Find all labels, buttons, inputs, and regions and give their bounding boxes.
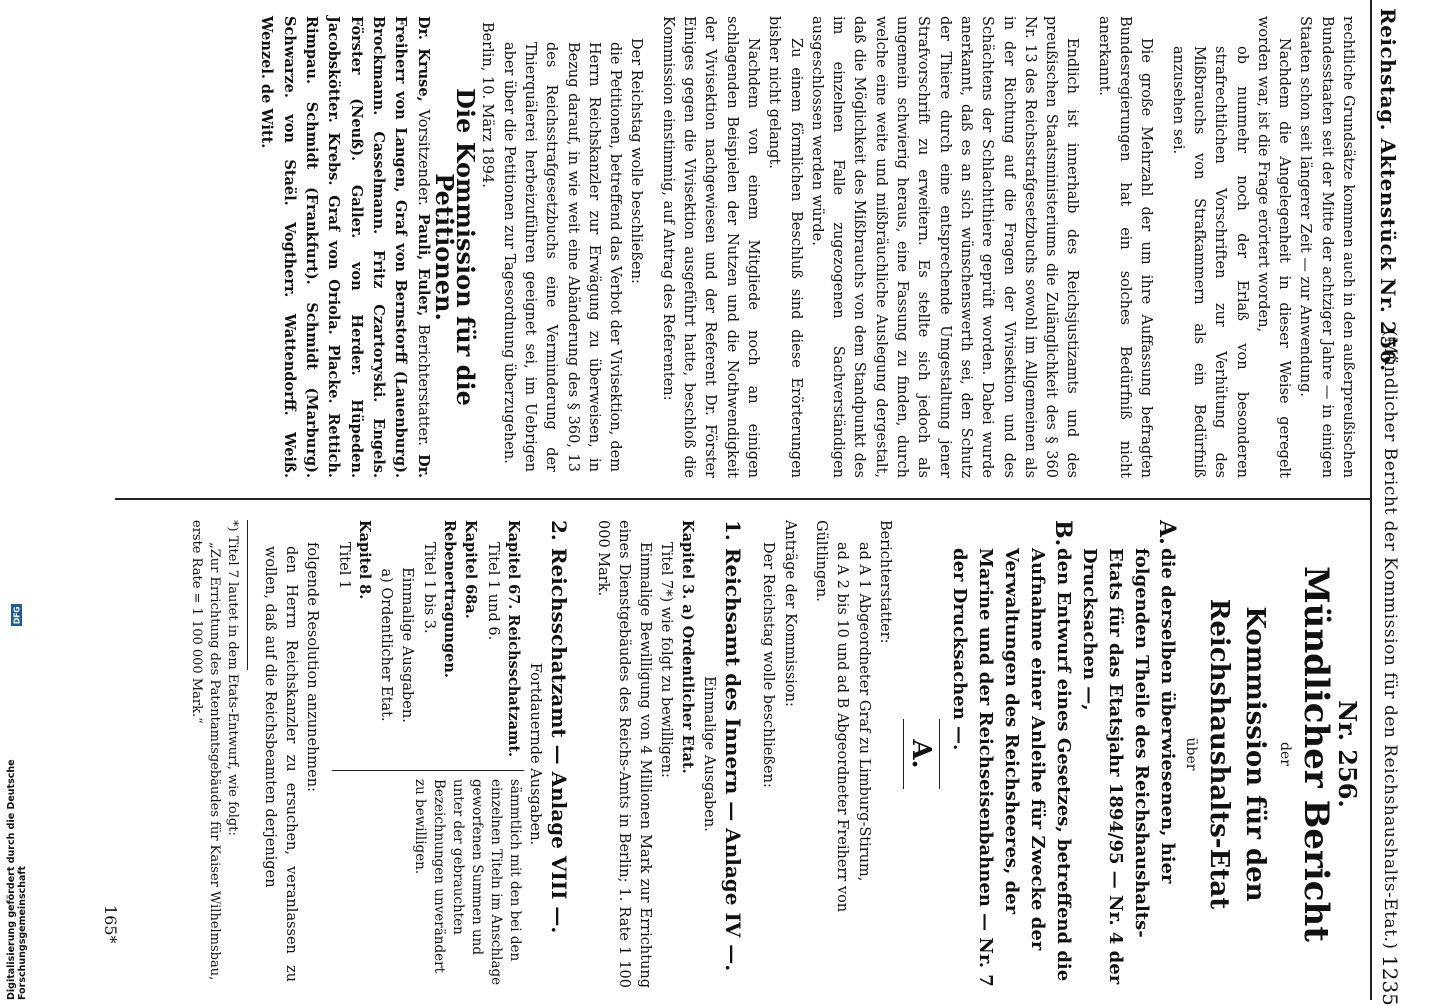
item-a bbox=[1076, 520, 1180, 988]
kapitel-67-titel: Titel 1 und 6. bbox=[484, 542, 501, 641]
left-paragraph: Zu einem förmlichen Beschluß sind diese Erörterungen bisher nicht gelangt. bbox=[766, 16, 804, 478]
commission-title: Die Kommission für die Petitionen. bbox=[429, 88, 481, 406]
section-1-text: Einmalige Bewilligung von 4 Millionen Mark zur Errichtung eines Dienstgebäudes des Reichs-Amts in Berlin; 1. Rate 1 100 000 Mark. bbox=[594, 520, 654, 988]
left-paragraph: Nachdem von einem Mitgliede noch an einigen schlagenden Beispielen der Nutzen und die Nothwendigkeit der Vivisektion nachgewiesen und der Referent Dr. Förster Einiges gegen die Vivisektion ausgeführt hatte, beschloß die Kommission einstimmig, auf Antrag des Referenten: bbox=[659, 16, 761, 478]
document-number: Nr. 256. bbox=[1333, 700, 1362, 808]
header-middle: (Mündlicher Bericht der Kommission für den Reichshaushalts-Etat.) bbox=[1380, 330, 1400, 950]
column-divider bbox=[115, 498, 1370, 500]
kapitel-8-titel: Titel 1 bbox=[335, 542, 352, 590]
motion-text: die Petitionen, betreffend das Verbot der Vivisektion, dem Herrn Reichskanzler zur Erwägung zu überweisen, in Bezug darauf, in wie weit eine Abänderung des § 360, 13 des Reichsstrafgesetzbuchs eine Verminderung der Thierquälerei herbeizuführen geeignet sei, im Uebrigen aber über die Petitionen zur Tagesordnung überzugehen. bbox=[500, 42, 624, 472]
report-subtitle: Kommission für den Reichshaushalts-Etat bbox=[1204, 598, 1271, 910]
report-title: Mündlicher Bericht bbox=[1295, 566, 1336, 942]
left-paragraph: Die große Mehrzahl der um ihre Auffassung befragten Bundesregierungen hat ein solches Bedürfniß nicht anerkannt. bbox=[1095, 16, 1155, 478]
report-ueber: über bbox=[1183, 737, 1200, 771]
item-b-text: den Entwurf eines Gesetzes, betreffend die Aufnahme einer Anleihe für Zwecke der Verwaltungen des Reichsheeres, der Marine und der Reichseisenbahnen — Nr. 7 der Drucksachen —. bbox=[949, 548, 1075, 987]
reporter-label: Berichterstatter: bbox=[876, 520, 893, 644]
dfg-logo-icon: DFG bbox=[12, 606, 22, 624]
section-2-title: 2. Reichsschatzamt — Anlage VIII —. bbox=[547, 520, 572, 934]
motions-intro: Anträge der Kommission: bbox=[781, 520, 798, 707]
member-reporter-2: Euler, bbox=[414, 268, 432, 317]
member-chair: Dr. Kruse, bbox=[414, 16, 432, 102]
item-b bbox=[946, 520, 1076, 988]
header-page-number: 1235 bbox=[1378, 955, 1402, 1006]
kapitel-8: Kapitel 8. bbox=[355, 520, 373, 600]
item-b-label: B. bbox=[1050, 520, 1077, 547]
short-rule bbox=[903, 719, 904, 789]
member-chair-role: Vorsitzender. bbox=[414, 109, 431, 206]
reporter-2: ad A 2 bis 10 und ad B Abgeordneter Freiherr von Gültlingen. bbox=[812, 520, 851, 913]
motion-intro: Der Reichstag wolle beschließen: bbox=[628, 38, 645, 284]
commission-members bbox=[255, 16, 433, 478]
right-column bbox=[187, 520, 1362, 988]
footnote-1: *) Titel 7 lautet in dem Etats-Entwurf, wie folgt: bbox=[225, 520, 241, 836]
section-1-title: 1. Reichsamt des Innern — Anlage IV —. bbox=[721, 520, 746, 972]
page-mark: 165* bbox=[101, 905, 120, 944]
short-rule bbox=[939, 719, 940, 789]
section-1-sub: Einmalige Ausgaben. bbox=[701, 676, 718, 832]
resolution-text: den Herrn Reichskanzler zu ersuchen, veranlassen zu wollen, daß auf die Reichsbeamten derjenigen bbox=[261, 546, 299, 982]
header-left: Reichstag. Aktenstück Nr. 256. bbox=[1376, 8, 1400, 372]
budget-lines bbox=[332, 520, 524, 770]
motions-line: Der Reichstag wolle beschließen: bbox=[760, 542, 777, 788]
member-reporter-role: Berichterstatter. bbox=[414, 324, 431, 447]
left-paragraph: rechtliche Grundsätze kommen auch in den außerpreußischen Bundesstaaten seit der Mitte der achtziger Jahre — in einigen Staaten schon seit längerer Zeit — zur Anwendung. bbox=[1297, 16, 1356, 478]
budget-block bbox=[332, 520, 524, 988]
section-a-heading: A. bbox=[906, 739, 937, 769]
section-2-sub: Fortdauernde Ausgaben. bbox=[527, 662, 544, 846]
member-list: Dr. Freiherr von Langen, Graf von Bernstorff (Lauenburg). Brockmann. Casselmann. Fritz Czartoryski. Engels. Förster (Neuß). Galler. von Herder. Hüpeden. Jacobskötter. Krebs. Graf von Oriola. Placke. Rettich. Rimpau. Schmidt (Frankfurt). Schmidt (Marburg). Schwarze. von Staël. Vogtherr. Wattendorff. Weiß. Wenzel. de Witt. bbox=[258, 16, 432, 478]
section-1-kapitel: Kapitel 3. a) Ordentlicher Etat. bbox=[678, 520, 696, 774]
section-1-titel: Titel 7*) wie folgt zu bewilligen: bbox=[658, 542, 675, 778]
resolution-intro: folgende Resolution anzunehmen: bbox=[304, 542, 321, 792]
ordentlicher-etat: a) Ordentlicher Etat. bbox=[378, 568, 395, 722]
kapitel-68a-titel: Titel 1 bis 3. bbox=[420, 542, 437, 634]
kapitel-67: Kapitel 67. Reichsschatzamt. bbox=[504, 520, 522, 758]
reporter-1: ad A 1 Abgeordneter Graf zu Limburg-Stirum, bbox=[855, 542, 872, 882]
left-paragraph: Endlich ist innerhalb des Reichsjustizamts und des preußischen Staatsministeriums die Zulänglichkeit des § 360 Nr. 13 des Reichsstrafgesetzbuchs sowohl im Allgemeinen als in der Richtung auf die Fragen der Vivisektion und des Schächtens der Schlachtthiere geprüft worden. Dabei wurde anerkannt, daß es an sich wünschenswerth sei, den Schutz der Thiere durch eine entsprechende Umgestaltung jener Strafvorschrift zu erweitern. Es stellte sich jedoch als ungemein schwierig heraus, eine Fassung zu finden, durch welche eine weite und mißbräuchliche Auslegung dergestalt, daß die Möglichkeit des Mißbrauchs von dem Standpunkt des im einzelnen Falle zugezogenen Sachverständigen ausgeschlossen werden würde. bbox=[808, 16, 1081, 478]
footnote-rule bbox=[247, 520, 248, 670]
item-a-label: A. bbox=[1154, 520, 1181, 545]
digitization-credit bbox=[6, 604, 28, 1000]
left-column bbox=[255, 16, 1358, 478]
dateline: Berlin, 10. März 1894. bbox=[479, 22, 496, 188]
footnote-2: „Zur Errichtung des Patentamtsgebäudes für Kaiser Wilhelmsbau, erste Rate = 1 100 000 Mark.“ bbox=[189, 520, 223, 981]
report-der: der bbox=[1276, 742, 1293, 766]
item-a-text: die derselben überwiesenen, hier folgenden Theile des Reichshaushalts-Etats für das Etatsjahr 1894/95 — Nr. 4 der Drucksachen —, bbox=[1079, 548, 1179, 985]
member-reporter: Pauli, bbox=[414, 213, 432, 261]
header-rule bbox=[1370, 0, 1372, 1000]
credit-text: Digitalisierung gefördert durch die Deutsche Forschungsgemeinschaft bbox=[6, 759, 28, 1000]
kapitel-68a: Kapitel 68a. Rebenertragungen. bbox=[441, 520, 480, 678]
einmalige-ausgaben: Einmalige Ausgaben. bbox=[399, 567, 416, 723]
left-paragraph: ob nunmehr noch der Erlaß von besonderen strafrechtlichen Vorschriften zur Verhütung des Mißbrauchs von Strafkammern als ein Bedürfniß anzusehen sei. bbox=[1169, 46, 1250, 478]
left-paragraph: Nachdem die Angelegenheit in dieser Weise geregelt worden war, ist die Frage erörtert worden, bbox=[1254, 16, 1293, 478]
brace-text: sämmtlich mit den bei den einzelnen Titeln im Anschlage geworfenen Summen und unter der gebrauchten Bezeichnungen unverändert zu bewilligen. bbox=[332, 770, 524, 988]
